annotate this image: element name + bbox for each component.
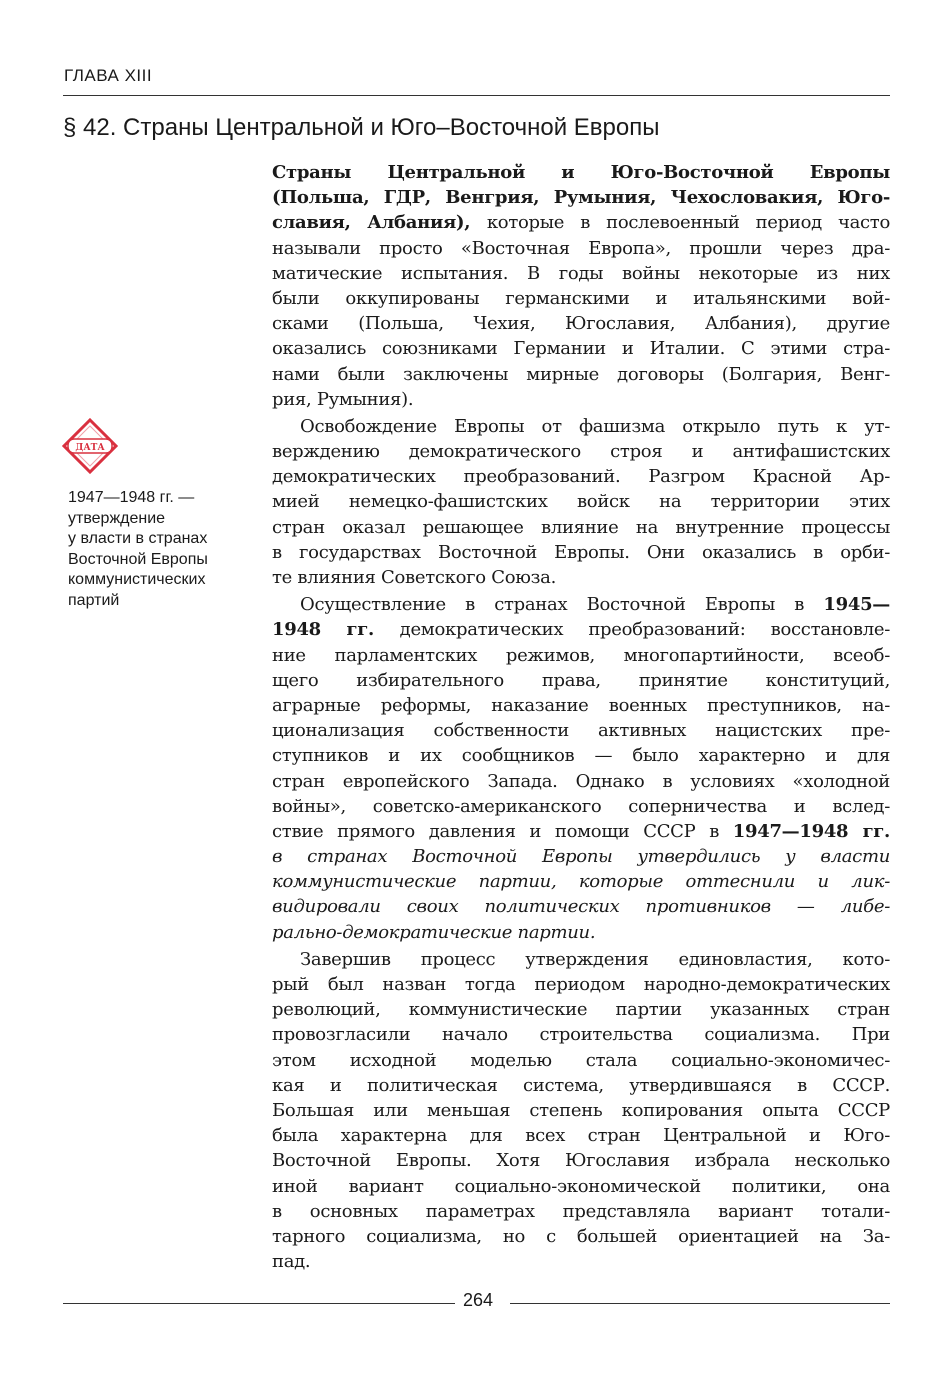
text-line: [272, 1224, 890, 1249]
text-segment: стран европейского Запада. Однако в условиях «холодной: [272, 770, 890, 792]
text-line: [272, 997, 890, 1022]
text-line: [272, 668, 890, 693]
text-segment: ние парламентских режимов, многопартийности, всеоб-: [272, 644, 890, 666]
text-line: [272, 261, 890, 286]
footer-rule-right: [510, 1303, 890, 1304]
text-segment: видировали своих политических противников — либе-: [272, 896, 890, 918]
footer-rule-left: [63, 1303, 455, 1304]
text-line: [272, 236, 890, 261]
text-line: [272, 1174, 890, 1199]
text-segment: демократических преобразований: восстановле-: [399, 619, 890, 641]
text-line: [272, 464, 890, 489]
text-line: [272, 1249, 890, 1274]
text-line: [272, 1073, 890, 1098]
text-segment: верждению демократического строя и антифашистских: [272, 441, 890, 463]
text-line: [272, 693, 890, 718]
page-number: 264: [463, 1290, 494, 1310]
text-segment: войны», советско-американского соперничества и вслед-: [272, 795, 890, 817]
text-line: [272, 439, 890, 464]
text-line: [272, 1148, 890, 1173]
text-line: [272, 869, 890, 894]
text-line: [272, 160, 890, 185]
text-segment: были оккупированы германскими и итальянскими вой-: [272, 287, 890, 309]
text-line: [272, 1098, 890, 1123]
text-line: [272, 769, 890, 794]
text-segment: матические испытания. В годы войны некоторые из них: [272, 262, 890, 284]
text-segment: аграрные реформы, наказание военных преступников, на-: [272, 694, 890, 716]
margin-note-line: Восточной Европы: [68, 550, 208, 568]
text-segment: рый был назван тогда периодом народно-демократических: [272, 974, 890, 995]
text-line: [272, 311, 890, 336]
text-line: [272, 592, 890, 617]
text-segment: которые в послевоенный период часто: [486, 212, 891, 234]
text-segment: 1947—1948 гг.: [732, 820, 890, 842]
margin-note-line: у власти в странах: [68, 530, 208, 547]
text-line: [272, 1199, 890, 1224]
text-segment: оказались союзниками Германии и Италии. С этими стра-: [272, 338, 890, 360]
text-line: [272, 336, 890, 361]
text-line: [272, 617, 890, 642]
text-line: [272, 387, 890, 412]
text-line: [272, 794, 890, 819]
main-text: [272, 160, 890, 1276]
text-line: [272, 565, 890, 590]
text-segment: славия, Албания),: [272, 212, 487, 234]
text-line: [272, 819, 890, 844]
text-segment: иной вариант социально-экономической политики, она: [272, 1175, 890, 1197]
text-segment: щего избирательного права, принятие конституций,: [272, 669, 890, 691]
text-line: [272, 1123, 890, 1148]
text-line: [272, 894, 890, 919]
text-segment: в основных параметрах представляла вариант тотали-: [272, 1200, 890, 1222]
date-diamond-icon: [62, 418, 118, 474]
text-segment: революций, коммунистические партии указанных стран: [272, 999, 890, 1021]
text-segment: те влияния Советского Союза.: [272, 567, 556, 588]
text-segment: сками (Польша, Чехия, Югославия, Албания), другие: [272, 313, 890, 335]
margin-note-line: партий: [68, 591, 120, 609]
text-segment: коммунистические партии, которые оттеснили и лик-: [272, 871, 890, 893]
text-line: [272, 362, 890, 387]
text-segment: в государствах Восточной Европы. Они оказались в орби-: [272, 541, 890, 563]
text-line: [272, 844, 890, 869]
margin-date-note: [68, 488, 248, 611]
text-segment: 1945—: [823, 594, 890, 616]
section-title: § 42. Страны Центральной и Юго–Восточной Европы: [63, 114, 660, 141]
text-segment: Большая или меньшая степень копирования опыта СССР: [272, 1099, 890, 1121]
text-segment: кая и политическая система, утвердившаяся в СССР.: [272, 1074, 890, 1096]
margin-note-line: 1947—1948 гг. —: [68, 489, 195, 506]
text-segment: называли просто «Восточная Европа», прошли через дра-: [272, 237, 890, 259]
text-segment: мией немецко-фашистских войск на территории этих: [272, 491, 890, 513]
text-segment: в странах Восточной Европы утвердились у власти: [272, 846, 890, 868]
text-segment: стран оказал решающее влияние на внутренние процессы: [272, 516, 890, 538]
text-line: [272, 414, 890, 439]
text-line: [272, 718, 890, 743]
text-segment: Страны Центральной и Юго-Восточной Европы: [272, 162, 890, 183]
text-segment: провозгласили начало строительства социализма. При: [272, 1024, 890, 1046]
text-line: [272, 920, 890, 945]
text-segment: 1948 гг.: [272, 619, 400, 641]
text-segment: Осуществление в странах Восточной Европы в: [300, 594, 824, 616]
text-line: [272, 643, 890, 668]
chapter-header: ГЛАВА XIII: [64, 66, 153, 85]
text-line: [272, 743, 890, 768]
margin-note-line: утверждение: [68, 509, 166, 527]
text-segment: пад.: [272, 1251, 311, 1273]
paragraph: [272, 592, 890, 945]
paragraph: [272, 947, 890, 1274]
text-segment: Завершив процесс утверждения единовластия, кото-: [300, 948, 890, 970]
text-segment: этом исходной моделью стала социально-экономичес-: [272, 1049, 890, 1071]
header-divider: [63, 95, 890, 96]
text-segment: рально-демократические партии.: [272, 921, 596, 943]
text-segment: Восточной Европы. Хотя Югославия избрала несколько: [272, 1150, 890, 1172]
text-line: [272, 972, 890, 997]
text-segment: была характерна для всех стран Центральной и Юго-: [272, 1125, 890, 1147]
paragraph: [272, 160, 890, 412]
text-line: [272, 947, 890, 972]
text-segment: тарного социализма, но с большей ориентацией на За-: [272, 1225, 890, 1247]
page-footer: [63, 1290, 890, 1314]
text-line: [272, 210, 890, 235]
text-line: [272, 515, 890, 540]
text-segment: рия, Румыния).: [272, 388, 414, 410]
text-segment: демократических преобразований. Разгром Красной Ар-: [272, 466, 890, 488]
margin-note-line: коммунистических: [68, 571, 206, 588]
text-line: [272, 286, 890, 311]
text-line: [272, 489, 890, 514]
text-segment: нами были заключены мирные договоры (Болгария, Венг-: [272, 363, 890, 385]
text-line: [272, 1048, 890, 1073]
text-segment: ционализация собственности активных нацистских пре-: [272, 720, 890, 742]
svg-text:ДАТА: ДАТА: [75, 443, 105, 453]
text-line: [272, 1022, 890, 1047]
paragraph: [272, 414, 890, 590]
text-line: [272, 540, 890, 565]
text-line: [272, 185, 890, 210]
text-segment: (Польша, ГДР, Венгрия, Румыния, Чехословакия, Юго-: [272, 187, 890, 209]
text-segment: ступников и их сообщников — было характерно и для: [272, 745, 890, 767]
text-segment: Освобождение Европы от фашизма открыло путь к ут-: [300, 415, 890, 437]
text-segment: ствие прямого давления и помощи СССР в: [272, 820, 733, 842]
